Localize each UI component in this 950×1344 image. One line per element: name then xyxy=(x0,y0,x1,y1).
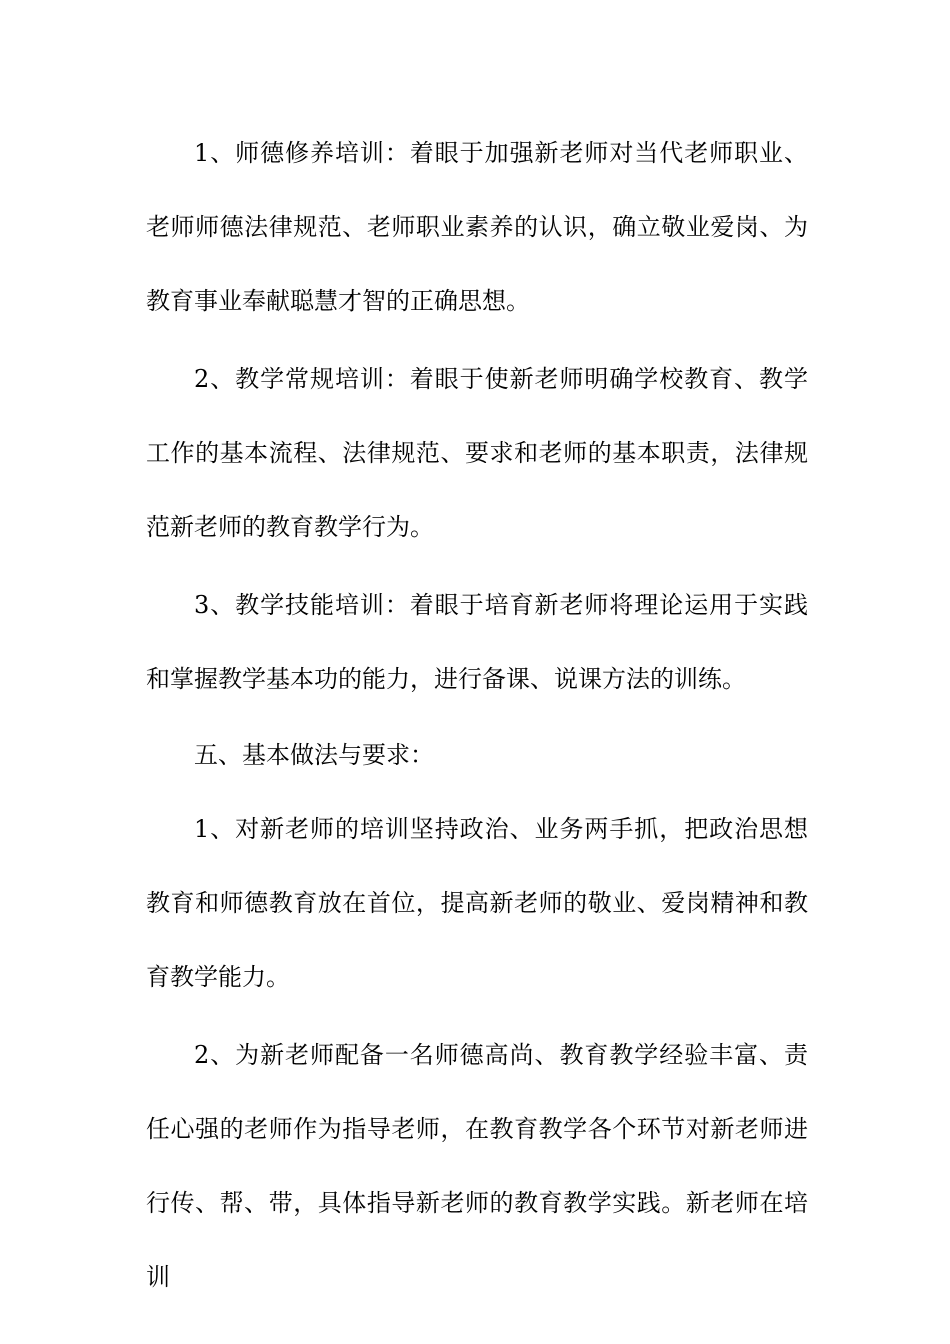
section-heading-basic-methods: 五、基本做法与要求： xyxy=(194,741,434,769)
paragraph-politics-and-business: 1、对新老师的培训坚持政治、业务两手抓，把政治思想教育和师德教育放在首位，提高新老师的敬业、爱岗精神和教育教学能力。 xyxy=(146,815,808,991)
paragraph-ethics-training: 1、师德修养培训：着眼于加强新老师对当代老师职业、老师师德法律规范、老师职业素养的认识，确立敬业爱岗、为教育事业奉献聪慧才智的正确思想。 xyxy=(146,139,808,315)
paragraph-teaching-routine-training: 2、教学常规培训：着眼于使新老师明确学校教育、教学工作的基本流程、法律规范、要求和老师的基本职责，法律规范新老师的教育教学行为。 xyxy=(146,365,808,541)
paragraph-mentor-assignment: 2、为新老师配备一名师德高尚、教育教学经验丰富、责任心强的老师作为指导老师，在教育教学各个环节对新老师进行传、帮、带，具体指导新老师的教育教学实践。新老师在培训 xyxy=(146,1041,808,1291)
paragraph-teaching-skills-training: 3、教学技能培训：着眼于培育新老师将理论运用于实践和掌握教学基本功的能力，进行备课、说课方法的训练。 xyxy=(146,591,808,693)
